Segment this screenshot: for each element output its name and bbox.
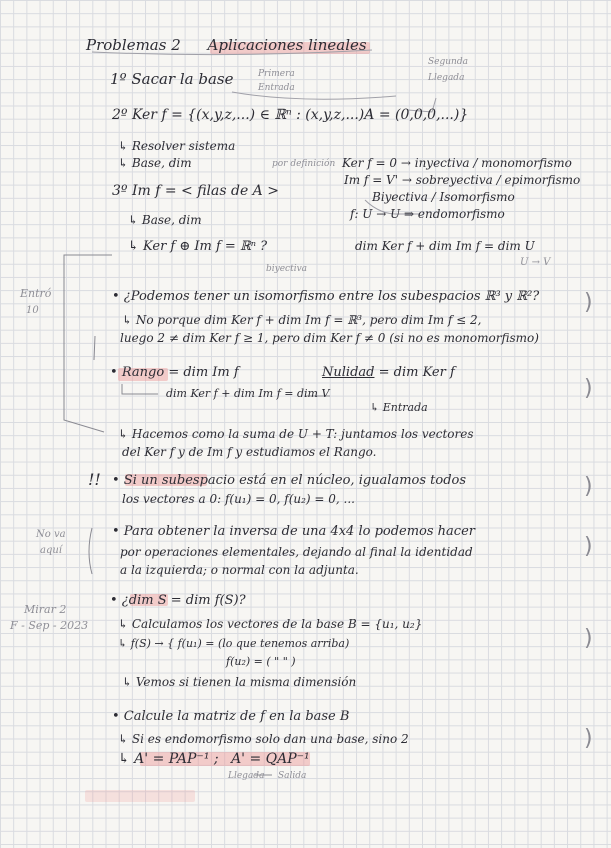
margin-date: F - Sep - 2023 [10, 619, 89, 632]
question-isomorfismo: • ¿Podemos tener un isomorfismo entre los subespacios ℝ³ y ℝ²? [112, 289, 540, 304]
highlight-bottom [85, 790, 195, 802]
hacemos-line2: del Ker f y de Im f y estudiamos el Rango. [122, 445, 377, 459]
right-paren-3: ) [584, 474, 593, 499]
formula-qap: A' = QAP⁻¹ [231, 751, 310, 767]
margin-aqui: aquí [40, 545, 63, 556]
def-endomorfismo: f: U → U ⇒ endomorfismo [350, 207, 505, 221]
note-entrada: Entrada [258, 83, 295, 93]
right-paren-6: ) [584, 726, 593, 751]
title-lead: Problemas 2 [86, 36, 181, 54]
rango-row: • Rango = dim Im f [110, 365, 239, 380]
margin-mirar: Mirar 2 [24, 603, 67, 616]
right-paren-2: ) [584, 376, 593, 401]
inversa-line1: • Para obtener la inversa de una 4x4 lo podemos hacer [112, 524, 475, 539]
dims-line4: ↳ Vemos si tienen la misma dimensión [122, 675, 357, 689]
nulidad-label: Nulidad [322, 365, 375, 380]
def-biyectiva: Biyectiva / Isomorfismo [372, 190, 515, 204]
formula-pap: ↳ A' = PAP⁻¹ ; [118, 751, 219, 767]
step1-text: 1º Sacar la base [110, 70, 234, 88]
title-rest: Aplicaciones lineales [207, 36, 367, 54]
step3-text: 3º Im f = < filas de A > [112, 183, 279, 199]
answer-line1: ↳ No porque dim Ker f + dim Im f = ℝ³, pero dim Im f ≤ 2, [122, 313, 482, 327]
note-primera: Primera [258, 69, 295, 79]
dimension-formula: dim Ker f + dim Im f = dim U [355, 239, 535, 253]
exclamation-marks: !! [88, 470, 101, 489]
rango-equation: = dim Im f [168, 365, 239, 380]
note-biyectiva: biyectiva [266, 264, 308, 274]
note-segunda: Segunda [428, 57, 468, 67]
page-title [86, 38, 367, 53]
margin-no-va: No va [36, 529, 66, 540]
nulidad-equation: = dim Ker f [378, 365, 455, 380]
note-llegada: Llegada [428, 73, 465, 83]
step2-base: ↳ Base, dim [118, 156, 192, 170]
nulidad-row [322, 366, 455, 379]
sum-dimension-line: dim Ker f + dim Im f = dim V [166, 387, 330, 400]
note-salida: Salida [278, 771, 307, 781]
step3-base: ↳ Base, dim [128, 213, 202, 227]
right-paren-1: ) [584, 290, 593, 315]
rango-label: Rango [121, 365, 165, 380]
right-paren-5: ) [584, 626, 593, 651]
step2-text: 2º Ker f = {(x,y,z,...) ∈ ℝⁿ : (x,y,z,...)A = (0,0,0,...)} [112, 107, 469, 123]
entrada-label: ↳ Entrada [370, 401, 428, 414]
nucleo-line2: los vectores a 0: f(u₁) = 0, f(u₂) = 0, ... [122, 492, 355, 506]
def-sobreyectiva: Im f = V' → sobreyectiva / epimorfismo [344, 173, 581, 187]
hacemos-line1: ↳ Hacemos como la suma de U + T: juntamos los vectores [118, 427, 474, 441]
note-u-to-v: U → V [520, 257, 551, 268]
endomorfismo-line: ↳ Si es endomorfismo solo dan una base, sino 2 [118, 732, 409, 746]
note-por-definicion: por definición [272, 159, 336, 169]
margin-entro: Entró [20, 287, 52, 300]
nucleo-line1: • Si un subespacio está en el núcleo, igualamos todos [112, 473, 467, 488]
formula-row [118, 752, 310, 766]
matriz-line: • Calcule la matriz de f en la base B [112, 709, 350, 724]
margin-entro-number: 10 [26, 305, 39, 316]
dims-line3: f(u₂) = ( " " ) [226, 655, 296, 668]
answer-line2: luego 2 ≠ dim Ker f ≥ 1, pero dim Ker f ≠ 0 (si no es monomorfismo) [120, 331, 539, 345]
step2-resolver: ↳ Resolver sistema [118, 139, 236, 153]
def-inyectiva: Ker f = 0 → inyectiva / monomorfismo [342, 156, 572, 170]
dims-line1: ↳ Calculamos los vectores de la base B = {u₁, u₂} [118, 617, 423, 631]
note-llegada-bottom: Llegada [228, 771, 265, 781]
ker-im-question: ↳ Ker f ⊕ Im f = ℝⁿ ? [128, 239, 268, 254]
dims-line2: ↳ f(S) → { f(u₁) = (lo que tenemos arriba) [118, 637, 350, 650]
inversa-line2: por operaciones elementales, dejando al final la identidad [120, 545, 473, 559]
right-paren-4: ) [584, 534, 593, 559]
dims-question: • ¿dim S = dim f(S)? [110, 593, 246, 608]
inversa-line3: a la izquierda; o normal con la adjunta. [120, 563, 359, 577]
